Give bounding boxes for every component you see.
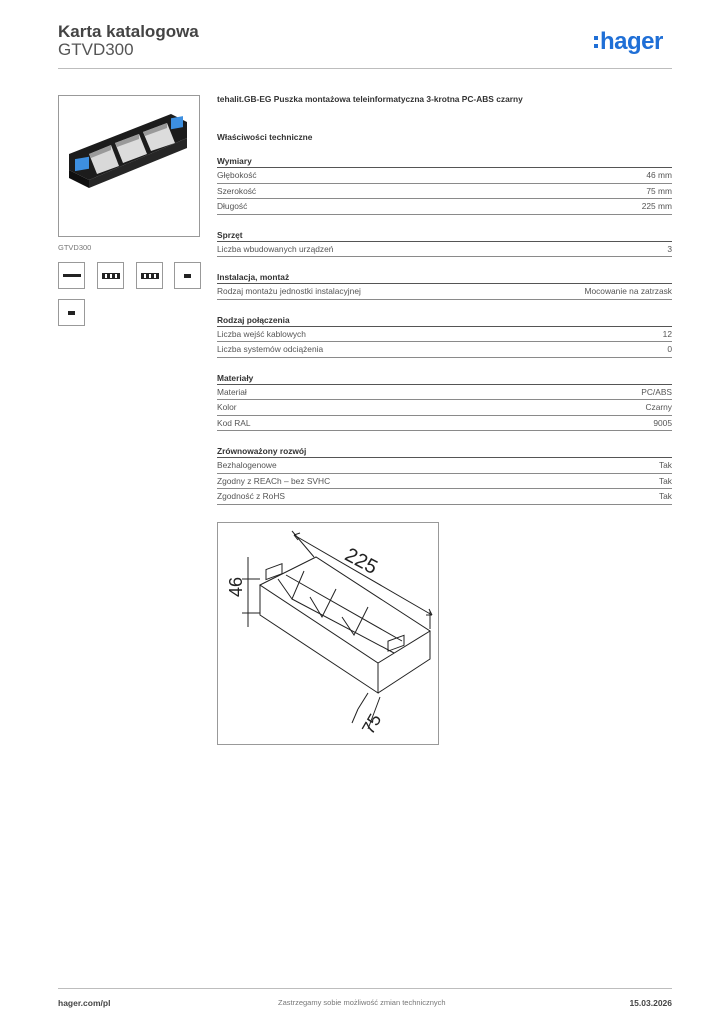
spec-group-dimensions [217,156,672,215]
spec-group-title: Sprzęt [217,230,672,242]
dimension-length-label: 225 [341,543,381,579]
thumb-side-view-icon [184,273,192,279]
spec-group-title: Instalacja, montaż [217,272,672,284]
spec-value: 0 [667,344,672,354]
spec-label: Zgodność z RoHS [217,491,285,501]
spec-group-installation [217,272,672,300]
spec-value: 9005 [653,417,672,428]
document-title: Karta katalogowa [58,22,199,41]
spec-label: Materiał [217,386,247,397]
thumbnail-side[interactable] [174,262,201,289]
thumb-top-view-icon [141,272,159,280]
thumbnail-top-1[interactable] [97,262,124,289]
spec-row [217,168,672,184]
spec-value: Tak [658,491,672,501]
spec-value: 3 [667,243,672,254]
spec-label: Bezhalogenowe [217,460,277,470]
product-details [217,94,672,537]
spec-row [217,342,672,358]
thumbnail-end[interactable] [58,299,85,326]
logo-text: hager [600,28,663,55]
hager-logo[interactable] [594,28,663,56]
spec-label: Rodzaj montażu jednostki instalacyjnej [217,286,361,296]
thumb-top-view-icon [102,272,120,280]
spec-label: Długość [217,201,248,211]
spec-row [217,327,672,343]
dimension-width-label: 75 [358,710,386,738]
spec-group-connection [217,315,672,358]
dimension-height-label: 46 [226,576,246,597]
thumbnail-top-2[interactable] [136,262,163,289]
spec-row [217,489,672,505]
spec-value: 12 [662,328,672,339]
spec-value: PC/ABS [641,386,672,397]
spec-label: Kod RAL [217,417,251,428]
product-photo[interactable] [58,95,200,237]
spec-row [217,458,672,474]
spec-row [217,184,672,200]
footer-link[interactable]: hager.com/pl [58,998,111,1008]
technical-drawing[interactable] [217,522,439,745]
spec-value: Tak [658,460,672,470]
spec-row [217,242,672,258]
spec-label: Kolor [217,402,237,412]
spec-row [217,385,672,401]
spec-label: Liczba wejść kablowych [217,328,306,339]
spec-row [217,474,672,490]
spec-value: 225 mm [641,201,672,211]
photo-caption: GTVD300 [58,243,92,252]
spec-row [217,400,672,416]
spec-group-equipment [217,230,672,258]
thumb-front-view-icon [63,273,81,279]
dimension-drawing-icon [218,523,438,744]
spec-group-materials [217,373,672,432]
spec-group-title: Materiały [217,373,672,385]
spec-value: Tak [658,475,672,486]
spec-label: Liczba systemów odciążenia [217,344,324,354]
spec-group-title: Zrównoważony rozwój [217,446,672,458]
spec-value: Mocowanie na zatrzask [584,286,672,296]
spec-label: Liczba wbudowanych urządzeń [217,243,334,254]
spec-row [217,284,672,300]
spec-group-title: Wymiary [217,156,672,168]
spec-value: 75 mm [646,185,672,196]
product-title: tehalit.GB-EG Puszka montażowa teleinformatyczna 3-krotna PC-ABS czarny [217,94,523,104]
spec-value: Czarny [645,402,672,412]
header-divider [58,68,672,69]
spec-group-title: Rodzaj połączenia [217,315,672,327]
thumb-end-view-icon [68,310,76,316]
spec-row [217,199,672,215]
specs-section-title: Właściwości techniczne [217,132,313,142]
footer-date: 15.03.2026 [629,998,672,1008]
spec-label: Szerokość [217,185,257,196]
footer-disclaimer: Zastrzegamy sobie możliwość zmian technicznych [278,998,446,1007]
logo-dots-icon [594,36,598,48]
spec-group-sustainability [217,446,672,505]
spec-value: 46 mm [646,170,672,180]
product-photo-icon [59,96,199,236]
spec-label: Zgodny z REACh – bez SVHC [217,475,331,486]
product-code: GTVD300 [58,40,134,59]
footer-divider [58,988,672,989]
spec-label: Głębokość [217,170,257,180]
spec-row [217,416,672,432]
thumbnail-front[interactable] [58,262,85,289]
